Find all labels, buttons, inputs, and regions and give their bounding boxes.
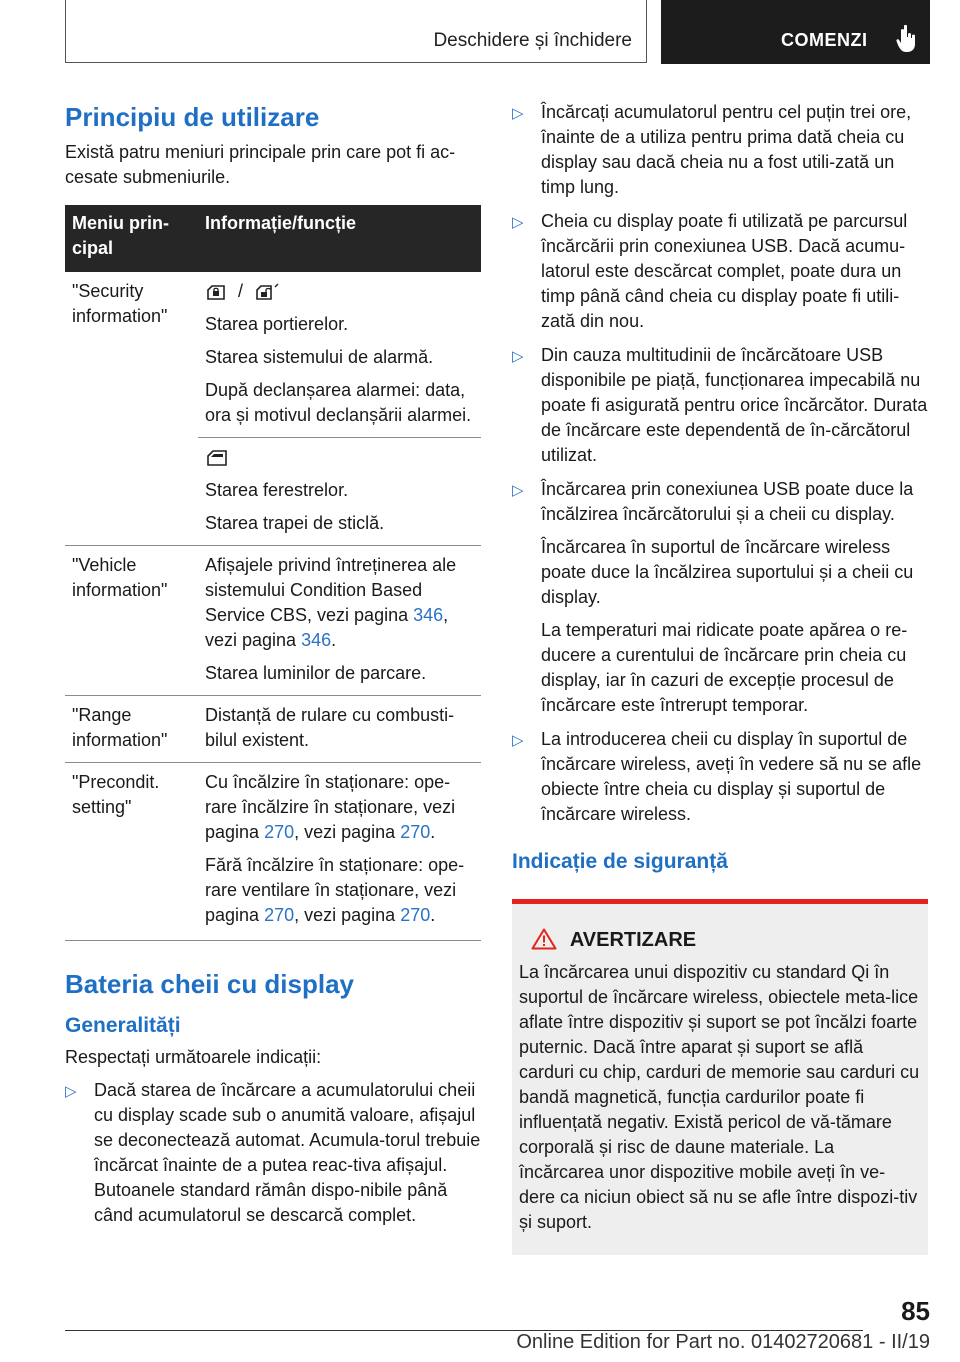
range-text: Distanță de rulare cu combusti-bilul existent.: [205, 705, 455, 750]
heading-general: Generalități: [65, 1014, 181, 1037]
text-part: Afișajele privind întreținerea ale sistemului Condition Based Service CBS, vezi pagina: [205, 555, 457, 625]
table-row-security: [65, 272, 481, 438]
page-header: [65, 0, 930, 64]
section-tab: [65, 0, 647, 63]
page-link[interactable]: 270: [400, 822, 431, 842]
warning-triangle-icon: [531, 928, 557, 950]
right-column: [512, 100, 928, 1255]
table-row-precondit: [65, 763, 481, 941]
parking-lights-text: Starea luminilor de parcare.: [205, 663, 427, 683]
table-row-vehicle: [65, 546, 481, 696]
heading-safety: Indicație de siguranță: [512, 850, 728, 873]
text-part: Fără încălzire în staționare: ope-rare ventilare în staționare, vezi pagina: [205, 855, 465, 925]
triangle-bullet-icon: ▷: [512, 482, 524, 499]
windows-status-text: Starea ferestrelor.: [205, 480, 349, 500]
triangle-bullet-icon: ▷: [512, 214, 524, 231]
info-cell-vehicle: [198, 546, 481, 696]
hand-pointer-icon: [896, 24, 918, 54]
glass-roof-status-text: Starea trapei de sticlă.: [205, 513, 385, 533]
intro-text: Există patru meniuri principale prin care pot fi ac-cesate submeniurile.: [65, 142, 456, 187]
triangle-bullet-icon: ▷: [512, 348, 524, 365]
warning-text: La încărcarea unui dispozitiv cu standard Qi în suportul de încărcare wireless, obiectele meta-lice aflate între dispozitiv și suport se pot încălzi foarte puternic. Dacă între aparat și suport se află carduri cu chip, carduri de memorie sau carduri cu bandă magnetică, funcția cardurilor poate fi influențată negativ. Există pericol de vă-tămare corporală și risc de daune materiale. La încărcarea unor dispozitive mobile aveți în ve-dere ca niciun obiect să nu se afle între dispozi-tiv și suport.: [519, 962, 920, 1232]
warning-title: AVERTIZARE: [569, 929, 697, 951]
menu-cell-precondit: [65, 763, 198, 941]
text-part: , vezi pagina: [294, 822, 401, 842]
heating-text: [205, 770, 474, 845]
general-intro: Respectați următoarele indicații:: [65, 1047, 322, 1067]
left-column: [65, 100, 481, 1237]
heading-principle: Principiu de utilizare: [65, 102, 320, 132]
info-cell-precondit: [198, 763, 481, 941]
triangle-bullet-icon: ▷: [512, 732, 524, 749]
page-link[interactable]: 270: [264, 822, 295, 842]
menu-label: "Precondit. setting": [72, 772, 160, 817]
triangle-bullet-icon: ▷: [512, 105, 524, 122]
heading-battery: Bateria cheii cu display: [65, 969, 355, 999]
list-item: [512, 477, 928, 718]
bullet-text: La temperaturi mai ridicate poate apărea o re-ducere a curentului de încărcare prin cheia cu display, iar în cazuri de excepție procesul de încărcare este întrerupt temporar.: [541, 620, 908, 715]
battery-bullet-list: [512, 100, 928, 827]
car-door-locked-icon: [205, 283, 227, 301]
page-link[interactable]: 346: [413, 605, 444, 625]
triangle-bullet-icon: ▷: [65, 1083, 77, 1100]
menu-cell-range: [65, 696, 198, 763]
info-cell-security: [198, 272, 481, 438]
chapter-label: COMENZI: [781, 30, 868, 50]
page-link[interactable]: 346: [301, 630, 332, 650]
table-header-row: [65, 205, 481, 272]
text-part: , vezi pagina: [294, 905, 401, 925]
doors-status-text: Starea portierelor.: [205, 314, 349, 334]
alarm-trigger-text: După declanșarea alarmei: data, ora și motivul declanșării alarmei.: [205, 380, 472, 425]
bullet-text: Încărcați acumulatorul pentru cel puțin trei ore, înainte de a utiliza pentru prima dată cheia cu display sau dacă cheia nu a fost utili-zată un timp lung.: [541, 102, 912, 197]
list-item: [512, 100, 928, 200]
edition-text: Online Edition for Part no. 01402720681 - II/19: [516, 1331, 930, 1353]
page-number: 85: [901, 1296, 930, 1326]
bullet-text: Încărcarea în suportul de încărcare wireless poate duce la încălzirea suportului și a cheii cu display.: [541, 537, 914, 607]
car-window-icon: [205, 448, 229, 468]
table-row-range: [65, 696, 481, 763]
info-cell-range: [198, 696, 481, 763]
bullet-text: La introducerea cheii cu display în suportul de încărcare wireless, aveți în vedere să nu se afle obiecte între cheia cu display și suportul de încărcare wireless.: [541, 729, 922, 824]
text-part: .: [430, 822, 436, 842]
text-part: .: [331, 630, 337, 650]
window-icon-line: [205, 445, 474, 470]
list-item: [512, 209, 928, 334]
menu-cell-vehicle: [65, 546, 198, 696]
vehicle-service-text: [205, 553, 474, 653]
car-door-unlocked-icon: [254, 283, 280, 301]
list-item: [512, 343, 928, 468]
menu-label: "Range information": [72, 705, 168, 750]
bullet-text: Dacă starea de încărcare a acumulatorului cheii cu display scade sub o anumită valoare, afișajul se deconectează automat. Acumula-torul trebuie încărcat înainte de a putea reac-tiva afișajul. Butoanele standard rămân dispo-nibile până când acumulatorul se descarcă complet.: [94, 1080, 481, 1225]
chapter-tab: [661, 0, 930, 64]
menu-table: [65, 205, 481, 941]
bullet-text: Încărcarea prin conexiunea USB poate duce la încălzirea încărcătorului și a cheii cu display.: [541, 479, 914, 524]
menu-label: "Vehicle information": [72, 555, 168, 600]
list-item: [65, 1078, 481, 1228]
text-part: , vezi pagina: [205, 605, 449, 650]
menu-label: "Security information": [72, 281, 168, 326]
col-header-info: Informație/funcție: [198, 205, 481, 272]
general-bullet-list: [65, 1078, 481, 1228]
page-link[interactable]: 270: [264, 905, 295, 925]
info-cell-windows: [198, 438, 481, 546]
col-header-menu: Meniu prin-cipal: [65, 205, 198, 272]
text-part: .: [430, 905, 436, 925]
bullet-text: Din cauza multitudinii de încărcătoare USB disponibile pe piață, funcționarea impecabilă nu poate fi asigurată pentru orice încărcător. Durata de încărcare este dependentă de în-cărcătorul utilizat.: [541, 345, 928, 465]
section-title: Deschidere și închidere: [433, 30, 632, 51]
list-item: [512, 727, 928, 827]
text-part: Cu încălzire în staționare: ope-rare încălzire în staționare, vezi pagina: [205, 772, 456, 842]
page-link[interactable]: 270: [400, 905, 431, 925]
warning-header: [519, 926, 921, 954]
warning-box: [512, 899, 928, 1255]
menu-cell-security: [65, 272, 198, 546]
icon-separator: /: [238, 281, 244, 301]
ventilation-text: [205, 853, 474, 928]
bullet-text: Cheia cu display poate fi utilizată pe parcursul încărcării prin conexiunea USB. Dacă acumu-latorul este descărcat complet, poate dura un timp până când cheia cu display poate fi utili-zată din nou.: [541, 211, 908, 331]
lock-icons-line: [205, 279, 474, 304]
alarm-status-text: Starea sistemului de alarmă.: [205, 347, 434, 367]
